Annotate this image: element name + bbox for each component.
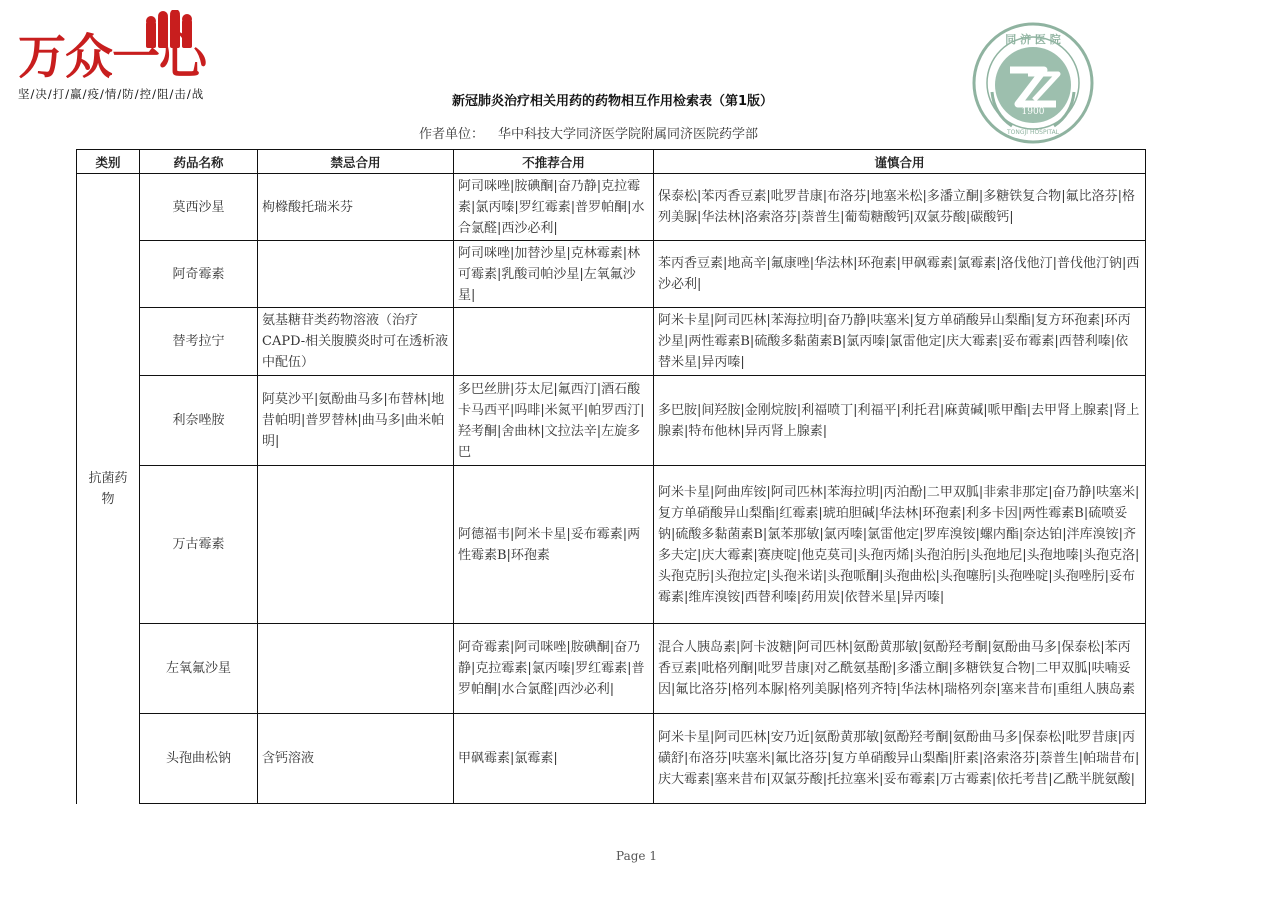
svg-text:TONGJI HOSPITAL: TONGJI HOSPITAL <box>1006 129 1060 136</box>
not-rec-cell: 阿奇霉素|阿司咪唑|胺碘酮|奋乃静|克拉霉素|氯丙嗪|罗红霉素|普罗帕酮|水合氯醛|西沙必利| <box>454 624 654 714</box>
contra-cell <box>258 241 454 308</box>
caution-cell: 苯丙香豆素|地高辛|氟康唑|华法林|环孢素|甲砜霉素|氯霉素|洛伐他汀|普伐他汀钠|西沙必利| <box>654 241 1146 308</box>
page-title <box>0 90 1273 109</box>
page-number: Page 1 <box>616 849 657 863</box>
contra-cell: 阿莫沙平|氨酚曲马多|布替林|地昔帕明|普罗替林|曲马多|曲米帕明| <box>258 376 454 466</box>
caution-cell: 多巴胺|间羟胺|金刚烷胺|利福喷丁|利福平|利托君|麻黄碱|哌甲酯|去甲肾上腺素|肾上腺素|特布他林|异丙肾上腺素| <box>654 376 1146 466</box>
not-rec-cell: 阿德福韦|阿米卡星|妥布霉素|两性霉素B|环孢素 <box>454 466 654 624</box>
drug-name: 万古霉素 <box>140 466 258 624</box>
caution-cell: 保泰松|苯丙香豆素|吡罗昔康|布洛芬|地塞米松|多潘立酮|多糖铁复合物|氟比洛芬|格列美脲|华法林|洛索洛芬|萘普生|葡萄糖酸钙|双氯芬酸|碳酸钙| <box>654 174 1146 241</box>
drug-name: 阿奇霉素 <box>140 241 258 308</box>
header-drug-name: 药品名称 <box>140 150 258 174</box>
drug-name: 头孢曲松钠 <box>140 714 258 804</box>
drug-name: 左氧氟沙星 <box>140 624 258 714</box>
header-contraindicated: 禁忌合用 <box>258 150 454 174</box>
header-category: 类别 <box>77 150 140 174</box>
table-row <box>77 376 1146 466</box>
table-row <box>77 624 1146 714</box>
caution-cell: 阿米卡星|阿曲库铵|阿司匹林|苯海拉明|丙泊酚|二甲双胍|非索非那定|奋乃静|呋塞米|复方单硝酸异山梨酯|红霉素|琥珀胆碱|华法林|环孢素|利多卡因|两性霉素B|硫喷妥钠|硫酸多黏菌素B|氯苯那敏|氯丙嗪|氯雷他定|罗库溴铵|螺内酯|奈达铂|泮库溴铵|齐多夫定|庆大霉素|赛庚啶|他克莫司|头孢丙烯|头孢泊肟|头孢地尼|头孢地嗪|头孢克洛|头孢克肟|头孢拉定|头孢米诺|头孢哌酮|头孢曲松|头孢噻肟|头孢唑啶|头孢唑肟|妥布霉素|维库溴铵|西替利嗪|药用炭|依替米星|异丙嗪| <box>654 466 1146 624</box>
table-row <box>77 714 1146 804</box>
contra-cell: 氨基糖苷类药物溶液（治疗CAPD-相关腹膜炎时可在透析液中配伍） <box>258 308 454 376</box>
header-caution: 谨慎合用 <box>654 150 1146 174</box>
caution-cell: 混合人胰岛素|阿卡波糖|阿司匹林|氨酚黄那敏|氨酚羟考酮|氨酚曲马多|保泰松|苯丙香豆素|吡格列酮|吡罗昔康|对乙酰氨基酚|多潘立酮|多糖铁复合物|二甲双胍|呋喃妥因|氟比洛芬|格列本脲|格列美脲|格列齐特|华法林|瑞格列奈|塞来昔布|重组人胰岛素 <box>654 624 1146 714</box>
drug-name: 利奈唑胺 <box>140 376 258 466</box>
table-row <box>77 466 1146 624</box>
svg-text:1900: 1900 <box>1021 107 1045 117</box>
logo-tagline: 坚/决/打/赢/疫/情/防/控/阻/击/战 <box>18 87 205 101</box>
category-label: 抗菌药物 <box>88 470 128 507</box>
caution-cell: 阿米卡星|阿司匹林|安乃近|氨酚黄那敏|氨酚羟考酮|氨酚曲马多|保泰松|吡罗昔康|丙磺舒|布洛芬|呋塞米|氟比洛芬|复方单硝酸异山梨酯|肝素|洛索洛芬|萘普生|帕瑞昔布|庆大霉素|塞来昔布|双氯芬酸|托拉塞米|妥布霉素|万古霉素|依托考昔|乙酰半胱氨酸| <box>654 714 1146 804</box>
author-line <box>0 123 1273 142</box>
category-cell <box>77 174 140 804</box>
title-text: 新冠肺炎治疗相关用药的药物相互作用检索表（第1版） <box>451 94 774 109</box>
logo-text: 万众一心 <box>18 29 207 85</box>
drug-name: 莫西沙星 <box>140 174 258 241</box>
author-org: 华中科技大学同济医学院附属同济医院药学部 <box>498 127 759 142</box>
table-row <box>77 241 1146 308</box>
not-rec-cell: 甲砜霉素|氯霉素| <box>454 714 654 804</box>
contra-cell <box>258 624 454 714</box>
table-header-row <box>77 150 1146 174</box>
not-rec-cell: 阿司咪唑|胺碘酮|奋乃静|克拉霉素|氯丙嗪|罗红霉素|普罗帕酮|水合氯醛|西沙必利| <box>454 174 654 241</box>
caution-cell: 阿米卡星|阿司匹林|苯海拉明|奋乃静|呋塞米|复方单硝酸异山梨酯|复方环孢素|环丙沙星|两性霉素B|硫酸多黏菌素B|氯丙嗪|氯雷他定|庆大霉素|妥布霉素|西替利嗪|依替米星|异丙嗪| <box>654 308 1146 376</box>
not-rec-cell: 多巴丝肼|芬太尼|氟西汀|酒石酸卡马西平|吗啡|米氮平|帕罗西汀|羟考酮|舍曲林|文拉法辛|左旋多巴 <box>454 376 654 466</box>
drug-name: 替考拉宁 <box>140 308 258 376</box>
interaction-table <box>76 149 1146 804</box>
author-label: 作者单位： <box>418 127 484 142</box>
table-row <box>77 174 1146 241</box>
not-rec-cell <box>454 308 654 376</box>
contra-cell: 含钙溶液 <box>258 714 454 804</box>
contra-cell <box>258 466 454 624</box>
svg-text:同 济 医 院: 同 济 医 院 <box>1005 33 1061 46</box>
not-rec-cell: 阿司咪唑|加替沙星|克林霉素|林可霉素|乳酸司帕沙星|左氧氟沙星| <box>454 241 654 308</box>
header-not-recommended: 不推荐合用 <box>454 150 654 174</box>
table-row <box>77 308 1146 376</box>
contra-cell: 枸橼酸托瑞米芬 <box>258 174 454 241</box>
